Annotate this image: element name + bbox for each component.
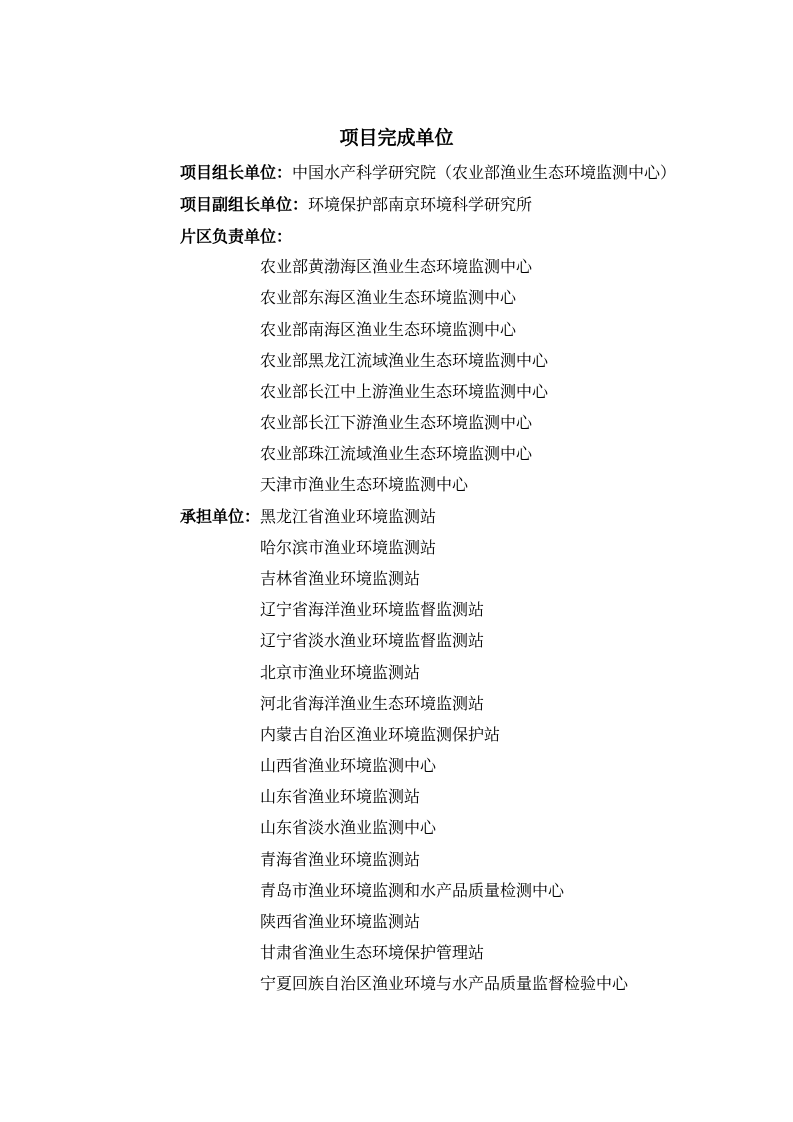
undertaking-unit-line <box>180 506 260 528</box>
undertaking-unit-label: 承担单位： <box>180 507 261 526</box>
deputy-unit-value: 环境保护部南京环境科学研究所 <box>308 195 533 214</box>
undertaking-unit-item: 辽宁省海洋渔业环境监督监测站 <box>260 600 485 619</box>
regional-unit-label: 片区负责单位： <box>180 227 293 246</box>
regional-unit-item: 农业部珠江流域渔业生态环境监测中心 <box>260 444 533 463</box>
undertaking-unit-item: 黑龙江省渔业环境监测站 <box>260 507 437 526</box>
regional-unit-item: 农业部黄渤海区渔业生态环境监测中心 <box>260 257 533 276</box>
undertaking-unit-item: 宁夏回族自治区渔业环境与水产品质量监督检验中心 <box>260 974 629 993</box>
leader-unit-line <box>180 162 676 184</box>
regional-unit-item: 农业部黑龙江流域渔业生态环境监测中心 <box>260 351 549 370</box>
undertaking-unit-item: 山西省渔业环境监测中心 <box>260 756 437 775</box>
undertaking-unit-item: 吉林省渔业环境监测站 <box>260 569 421 588</box>
undertaking-unit-item: 青海省渔业环境监测站 <box>260 850 421 869</box>
undertaking-unit-item: 河北省海洋渔业生态环境监测站 <box>260 694 485 713</box>
regional-unit-item: 天津市渔业生态环境监测中心 <box>260 475 469 494</box>
deputy-unit-line <box>180 194 532 216</box>
leader-unit-label: 项目组长单位： <box>180 163 293 182</box>
undertaking-unit-item: 内蒙古自治区渔业环境监测保护站 <box>260 725 501 744</box>
undertaking-unit-item: 甘肃省渔业生态环境保护管理站 <box>260 943 485 962</box>
undertaking-unit-item: 青岛市渔业环境监测和水产品质量检测中心 <box>260 881 565 900</box>
regional-unit-item: 农业部南海区渔业生态环境监测中心 <box>260 320 517 339</box>
undertaking-unit-item: 陕西省渔业环境监测站 <box>260 912 421 931</box>
undertaking-unit-item: 北京市渔业环境监测站 <box>260 663 421 682</box>
undertaking-unit-item: 山东省渔业环境监测站 <box>260 787 421 806</box>
undertaking-unit-item: 哈尔滨市渔业环境监测站 <box>260 538 437 557</box>
undertaking-unit-item: 山东省淡水渔业监测中心 <box>260 818 437 837</box>
regional-unit-item: 农业部长江中上游渔业生态环境监测中心 <box>260 382 549 401</box>
leader-unit-value: 中国水产科学研究院（农业部渔业生态环境监测中心） <box>292 163 677 182</box>
undertaking-unit-item: 辽宁省淡水渔业环境监督监测站 <box>260 631 485 650</box>
deputy-unit-label: 项目副组长单位： <box>180 195 309 214</box>
regional-unit-item: 农业部长江下游渔业生态环境监测中心 <box>260 413 533 432</box>
regional-unit-item: 农业部东海区渔业生态环境监测中心 <box>260 288 517 307</box>
page-title: 项目完成单位 <box>339 127 454 149</box>
regional-unit-line <box>180 226 292 248</box>
